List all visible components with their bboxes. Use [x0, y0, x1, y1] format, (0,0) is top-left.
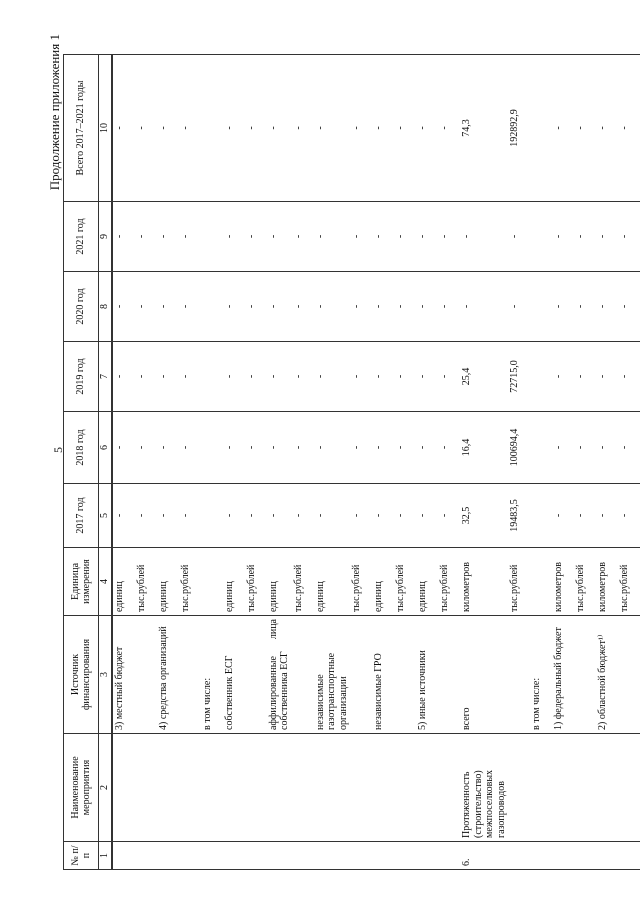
- value-2020-cell: -: [245, 272, 267, 342]
- value-2020-cell: -: [223, 272, 245, 342]
- value-2018-cell: -: [350, 412, 372, 484]
- measure-name-cell: [223, 734, 245, 842]
- value-2019-cell: -: [267, 342, 292, 412]
- unit-cell: единиц: [112, 548, 135, 616]
- value-2019-cell: [530, 342, 552, 412]
- value-2021-cell: [201, 202, 223, 272]
- funding-source-cell: 1) федеральный бюджет: [552, 616, 574, 734]
- value-total-cell: -: [314, 55, 351, 202]
- table-row: [460, 55, 508, 870]
- row-index-cell: [267, 842, 292, 870]
- table-row: [618, 55, 640, 870]
- row-index-cell: [157, 842, 179, 870]
- table-row: [438, 55, 460, 870]
- column-number: 4: [99, 548, 112, 616]
- value-2019-cell: -: [552, 342, 574, 412]
- value-2018-cell: 100694,4: [508, 412, 530, 484]
- unit-cell: единиц: [372, 548, 394, 616]
- unit-cell: тыс.рублей: [245, 548, 267, 616]
- value-2021-cell: -: [267, 202, 292, 272]
- value-2021-cell: -: [508, 202, 530, 272]
- unit-cell: километров: [596, 548, 618, 616]
- measure-name-cell: [267, 734, 292, 842]
- value-2019-cell: -: [292, 342, 314, 412]
- table-row: [112, 55, 135, 870]
- column-number: 1: [99, 842, 112, 870]
- value-2019-cell: -: [394, 342, 416, 412]
- table-row: [552, 55, 574, 870]
- value-total-cell: -: [112, 55, 135, 202]
- value-2017-cell: -: [135, 484, 157, 548]
- row-index-cell: [135, 842, 157, 870]
- value-2019-cell: -: [223, 342, 245, 412]
- column-number: 2: [99, 734, 112, 842]
- value-2018-cell: -: [618, 412, 640, 484]
- row-index-cell: [112, 842, 135, 870]
- value-2018-cell: -: [135, 412, 157, 484]
- rotated-content: [45, 30, 630, 870]
- value-total-cell: -: [350, 55, 372, 202]
- table-row: [135, 55, 157, 870]
- measure-name-cell: [530, 734, 552, 842]
- value-2017-cell: [201, 484, 223, 548]
- row-index-cell: [372, 842, 394, 870]
- measure-name-cell: [157, 734, 179, 842]
- header-cell: Единица измерения: [64, 548, 99, 616]
- funding-source-cell: 2) областной бюджет¹⁾: [596, 616, 618, 734]
- value-2019-cell: -: [596, 342, 618, 412]
- header-cell: Наименование мероприятия: [64, 734, 99, 842]
- row-index-cell: [223, 842, 245, 870]
- measure-name-cell: [552, 734, 574, 842]
- value-total-cell: -: [394, 55, 416, 202]
- funding-source-cell: [179, 616, 201, 734]
- unit-cell: километров: [552, 548, 574, 616]
- column-number: 5: [99, 484, 112, 548]
- row-index-cell: [438, 842, 460, 870]
- header-row: [64, 55, 99, 870]
- funding-source-cell: собственник ЕСГ: [223, 616, 245, 734]
- measure-name-cell: [350, 734, 372, 842]
- value-2020-cell: -: [460, 272, 508, 342]
- value-total-cell: -: [157, 55, 179, 202]
- value-2017-cell: -: [416, 484, 438, 548]
- table-row: [416, 55, 438, 870]
- value-2018-cell: -: [112, 412, 135, 484]
- page-number: 5: [51, 447, 65, 453]
- value-2019-cell: -: [314, 342, 351, 412]
- row-index-cell: [618, 842, 640, 870]
- value-2021-cell: -: [245, 202, 267, 272]
- value-2017-cell: -: [574, 484, 596, 548]
- table-row: [157, 55, 179, 870]
- value-2021-cell: -: [292, 202, 314, 272]
- value-2021-cell: -: [314, 202, 351, 272]
- funding-source-cell: [245, 616, 267, 734]
- value-2021-cell: -: [135, 202, 157, 272]
- appendix-table: [63, 54, 640, 870]
- unit-cell: тыс.рублей: [292, 548, 314, 616]
- funding-source-cell: в том числе:: [530, 616, 552, 734]
- value-2018-cell: -: [574, 412, 596, 484]
- value-2019-cell: -: [438, 342, 460, 412]
- unit-cell: тыс.рублей: [438, 548, 460, 616]
- row-index-cell: [394, 842, 416, 870]
- value-2017-cell: -: [372, 484, 394, 548]
- value-2019-cell: -: [112, 342, 135, 412]
- measure-name-cell: [372, 734, 394, 842]
- value-2019-cell: 25,4: [460, 342, 508, 412]
- funding-source-cell: [618, 616, 640, 734]
- measure-name-cell: [394, 734, 416, 842]
- funding-source-cell: [438, 616, 460, 734]
- value-2020-cell: -: [618, 272, 640, 342]
- value-2017-cell: -: [292, 484, 314, 548]
- funding-source-cell: всего: [460, 616, 508, 734]
- measure-name-cell: [112, 734, 135, 842]
- header-cell: Источник финансирования: [64, 616, 99, 734]
- unit-cell: единиц: [157, 548, 179, 616]
- value-2019-cell: -: [350, 342, 372, 412]
- measure-name-cell: [416, 734, 438, 842]
- value-2019-cell: -: [179, 342, 201, 412]
- value-2018-cell: -: [552, 412, 574, 484]
- unit-cell: тыс.рублей: [508, 548, 530, 616]
- table-row: [267, 55, 292, 870]
- funding-source-cell: 4) средства организаций: [157, 616, 179, 734]
- table-body: [99, 55, 640, 870]
- value-2017-cell: -: [179, 484, 201, 548]
- value-2017-cell: -: [618, 484, 640, 548]
- unit-cell: единиц: [416, 548, 438, 616]
- value-total-cell: -: [596, 55, 618, 202]
- value-2019-cell: 72715,0: [508, 342, 530, 412]
- value-2021-cell: -: [618, 202, 640, 272]
- value-2019-cell: -: [135, 342, 157, 412]
- row-index-cell: 6.: [460, 842, 508, 870]
- measure-name-cell: Протяженность (строительство) межпоселковых газопроводов: [460, 734, 508, 842]
- value-2021-cell: [530, 202, 552, 272]
- value-2021-cell: -: [157, 202, 179, 272]
- row-index-cell: [292, 842, 314, 870]
- value-2021-cell: -: [416, 202, 438, 272]
- value-2021-cell: -: [394, 202, 416, 272]
- value-2018-cell: -: [157, 412, 179, 484]
- table-row: [350, 55, 372, 870]
- unit-cell: тыс.рублей: [574, 548, 596, 616]
- value-2020-cell: -: [552, 272, 574, 342]
- unit-cell: тыс.рублей: [394, 548, 416, 616]
- funding-source-cell: независимые газотранспортные организации: [314, 616, 351, 734]
- value-2018-cell: -: [372, 412, 394, 484]
- value-2021-cell: -: [350, 202, 372, 272]
- header-cell: 2019 год: [64, 342, 99, 412]
- table-row: [245, 55, 267, 870]
- column-number: 8: [99, 272, 112, 342]
- measure-name-cell: [314, 734, 351, 842]
- column-number: 10: [99, 55, 112, 202]
- value-2021-cell: -: [596, 202, 618, 272]
- value-total-cell: -: [223, 55, 245, 202]
- funding-source-cell: [574, 616, 596, 734]
- value-total-cell: -: [292, 55, 314, 202]
- value-2017-cell: 19483,5: [508, 484, 530, 548]
- value-2020-cell: -: [267, 272, 292, 342]
- value-total-cell: -: [245, 55, 267, 202]
- value-2019-cell: -: [416, 342, 438, 412]
- measure-name-cell: [292, 734, 314, 842]
- row-index-cell: [350, 842, 372, 870]
- table-row: [596, 55, 618, 870]
- value-2017-cell: -: [314, 484, 351, 548]
- column-number: 9: [99, 202, 112, 272]
- value-2019-cell: -: [574, 342, 596, 412]
- value-2017-cell: 32,5: [460, 484, 508, 548]
- funding-source-cell: [135, 616, 157, 734]
- value-2020-cell: -: [350, 272, 372, 342]
- unit-cell: [530, 548, 552, 616]
- row-index-cell: [314, 842, 351, 870]
- value-2017-cell: -: [438, 484, 460, 548]
- table-row: [292, 55, 314, 870]
- value-2018-cell: -: [245, 412, 267, 484]
- unit-cell: тыс.рублей: [350, 548, 372, 616]
- value-2020-cell: -: [438, 272, 460, 342]
- value-2019-cell: [201, 342, 223, 412]
- measure-name-cell: [508, 734, 530, 842]
- value-2017-cell: [530, 484, 552, 548]
- value-2020-cell: -: [157, 272, 179, 342]
- table-row: [314, 55, 351, 870]
- value-2017-cell: -: [596, 484, 618, 548]
- value-2020-cell: [201, 272, 223, 342]
- unit-cell: [201, 548, 223, 616]
- header-cell: 2021 год: [64, 202, 99, 272]
- value-2017-cell: -: [394, 484, 416, 548]
- value-2017-cell: -: [350, 484, 372, 548]
- measure-name-cell: [574, 734, 596, 842]
- value-2017-cell: -: [267, 484, 292, 548]
- table-row: [574, 55, 596, 870]
- value-2019-cell: -: [618, 342, 640, 412]
- table-row: [508, 55, 530, 870]
- value-2021-cell: -: [223, 202, 245, 272]
- funding-source-cell: в том числе:: [201, 616, 223, 734]
- unit-cell: единиц: [314, 548, 351, 616]
- measure-name-cell: [596, 734, 618, 842]
- table-row: [223, 55, 245, 870]
- value-total-cell: -: [574, 55, 596, 202]
- row-index-cell: [416, 842, 438, 870]
- value-total-cell: -: [135, 55, 157, 202]
- value-2018-cell: -: [438, 412, 460, 484]
- row-index-cell: [596, 842, 618, 870]
- value-2019-cell: -: [372, 342, 394, 412]
- row-index-cell: [574, 842, 596, 870]
- value-2018-cell: -: [223, 412, 245, 484]
- value-2018-cell: -: [292, 412, 314, 484]
- measure-name-cell: [438, 734, 460, 842]
- header-cell: 2018 год: [64, 412, 99, 484]
- table-row: [372, 55, 394, 870]
- value-2019-cell: -: [157, 342, 179, 412]
- row-index-cell: [201, 842, 223, 870]
- funding-source-cell: [292, 616, 314, 734]
- value-2018-cell: [201, 412, 223, 484]
- value-2021-cell: -: [179, 202, 201, 272]
- value-total-cell: 192892,9: [508, 55, 530, 202]
- funding-source-cell: аффилированные лица собственника ЕСГ: [267, 616, 292, 734]
- funding-source-cell: [394, 616, 416, 734]
- value-2021-cell: -: [460, 202, 508, 272]
- row-index-cell: [508, 842, 530, 870]
- value-2020-cell: -: [314, 272, 351, 342]
- value-2021-cell: -: [372, 202, 394, 272]
- measure-name-cell: [618, 734, 640, 842]
- value-2018-cell: 16,4: [460, 412, 508, 484]
- column-number: 6: [99, 412, 112, 484]
- value-2020-cell: -: [179, 272, 201, 342]
- value-2021-cell: -: [438, 202, 460, 272]
- unit-cell: тыс.рублей: [135, 548, 157, 616]
- value-2018-cell: -: [267, 412, 292, 484]
- value-2017-cell: -: [157, 484, 179, 548]
- value-2017-cell: -: [552, 484, 574, 548]
- value-2018-cell: -: [596, 412, 618, 484]
- value-2020-cell: -: [394, 272, 416, 342]
- value-2020-cell: -: [372, 272, 394, 342]
- row-index-cell: [530, 842, 552, 870]
- unit-cell: тыс.рублей: [618, 548, 640, 616]
- measure-name-cell: [201, 734, 223, 842]
- value-2018-cell: -: [179, 412, 201, 484]
- value-2017-cell: -: [223, 484, 245, 548]
- unit-cell: единиц: [267, 548, 292, 616]
- value-2020-cell: -: [574, 272, 596, 342]
- unit-cell: единиц: [223, 548, 245, 616]
- funding-source-cell: 5) иные источники: [416, 616, 438, 734]
- column-number-row: [99, 55, 112, 870]
- column-number: 7: [99, 342, 112, 412]
- value-2020-cell: [530, 272, 552, 342]
- table-row: [201, 55, 223, 870]
- value-2020-cell: -: [112, 272, 135, 342]
- value-total-cell: -: [372, 55, 394, 202]
- value-total-cell: -: [618, 55, 640, 202]
- value-2020-cell: -: [292, 272, 314, 342]
- unit-cell: километров: [460, 548, 508, 616]
- value-total-cell: -: [267, 55, 292, 202]
- value-2020-cell: -: [135, 272, 157, 342]
- funding-source-cell: независимые ГРО: [372, 616, 394, 734]
- value-total-cell: -: [438, 55, 460, 202]
- value-total-cell: -: [416, 55, 438, 202]
- table-row: [530, 55, 552, 870]
- header-cell: № п/п: [64, 842, 99, 870]
- value-2020-cell: -: [508, 272, 530, 342]
- measure-name-cell: [245, 734, 267, 842]
- measure-name-cell: [179, 734, 201, 842]
- value-total-cell: [530, 55, 552, 202]
- header-cell: 2020 год: [64, 272, 99, 342]
- value-2018-cell: -: [314, 412, 351, 484]
- funding-source-cell: [508, 616, 530, 734]
- value-2021-cell: -: [112, 202, 135, 272]
- value-total-cell: 74,3: [460, 55, 508, 202]
- header-cell: 2017 год: [64, 484, 99, 548]
- column-number: 3: [99, 616, 112, 734]
- value-2018-cell: -: [394, 412, 416, 484]
- value-2019-cell: -: [245, 342, 267, 412]
- value-2020-cell: -: [416, 272, 438, 342]
- value-total-cell: -: [552, 55, 574, 202]
- value-2021-cell: -: [574, 202, 596, 272]
- funding-source-cell: [350, 616, 372, 734]
- value-2017-cell: -: [245, 484, 267, 548]
- continuation-label: Продолжение приложения 1: [47, 34, 62, 191]
- measure-name-cell: [135, 734, 157, 842]
- value-2017-cell: -: [112, 484, 135, 548]
- row-index-cell: [552, 842, 574, 870]
- value-total-cell: -: [179, 55, 201, 202]
- table-row: [179, 55, 201, 870]
- value-2018-cell: -: [416, 412, 438, 484]
- value-2018-cell: [530, 412, 552, 484]
- table-row: [394, 55, 416, 870]
- value-2020-cell: -: [596, 272, 618, 342]
- row-index-cell: [245, 842, 267, 870]
- value-2021-cell: -: [552, 202, 574, 272]
- header-cell: Всего 2017–2021 годы: [64, 55, 99, 202]
- unit-cell: тыс.рублей: [179, 548, 201, 616]
- value-total-cell: [201, 55, 223, 202]
- funding-source-cell: 3) местный бюджет: [112, 616, 135, 734]
- row-index-cell: [179, 842, 201, 870]
